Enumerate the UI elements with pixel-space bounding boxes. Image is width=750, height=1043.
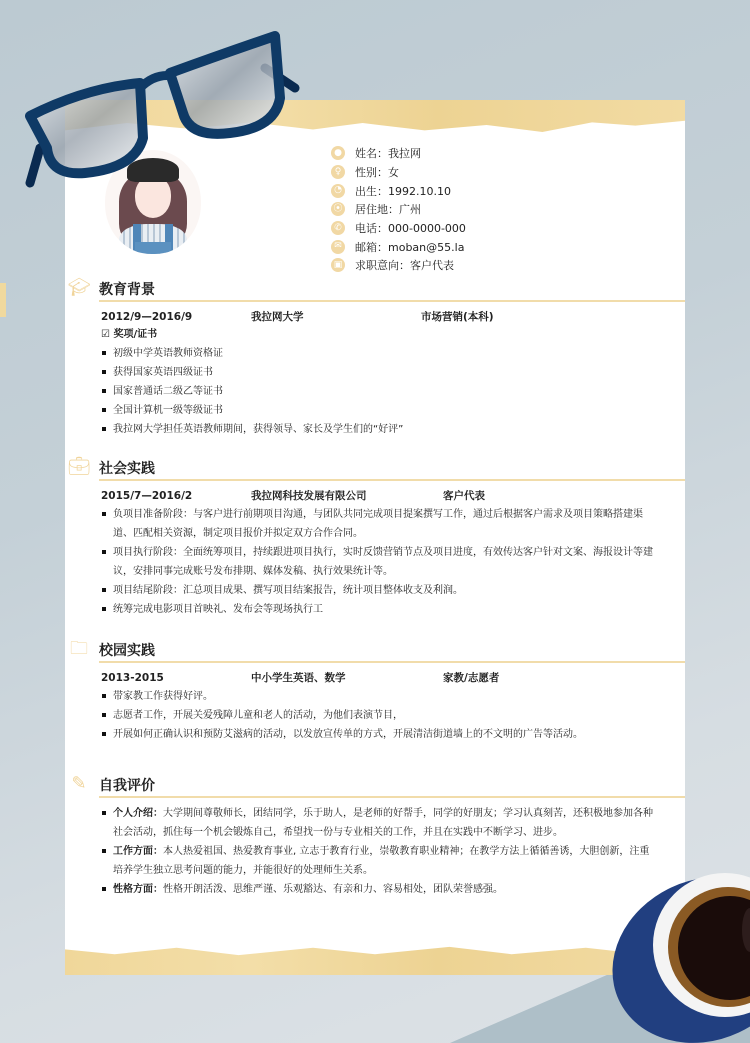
coffee-cup-decoration bbox=[600, 850, 750, 1043]
phone-icon: ✆ bbox=[331, 221, 345, 235]
list-item: 统筹完成电影项目首映礼、发布会等现场执行工 bbox=[101, 600, 685, 619]
section-title: 教育背景 bbox=[99, 282, 155, 298]
profile-name: ● 姓名：我拉网 bbox=[331, 144, 466, 163]
section-education bbox=[65, 276, 685, 439]
list-item: 性格方面：性格开朗活泼、思维严谨、乐观豁达、有亲和力、容易相处，团队荣誉感强。 bbox=[101, 880, 685, 899]
glasses-decoration bbox=[25, 28, 300, 193]
profile-residence: ⦿ 居住地：广州 bbox=[331, 200, 466, 219]
list-item: 项目结尾阶段：汇总项目成果、撰写项目结案报告，统计项目整体收支及利润。 bbox=[101, 581, 685, 600]
list-item: 全国计算机一级等级证书 bbox=[101, 401, 685, 420]
mail-icon: ✉ bbox=[331, 240, 345, 254]
list-item: 开展如何正确认识和预防艾滋病的活动，以发放宣传单的方式，开展清洁街道墙上的不文明的广告等活动。 bbox=[101, 725, 685, 744]
profile-gender: ♀ 性别：女 bbox=[331, 163, 466, 182]
education-header-row: 2012/9—2016/9 我拉网大学 市场营销(本科) bbox=[101, 310, 494, 323]
section-title: 校园实践 bbox=[99, 643, 155, 659]
list-item: 负项目准备阶段：与客户进行前期项目沟通，与团队共同完成项目提案撰写工作，通过后根据客户需求及项目策略搭建渠道、匹配相关资源，制定项目报价并拟定双方合作合同。 bbox=[101, 505, 685, 543]
location-pin-icon: ⦿ bbox=[331, 202, 345, 216]
profile-objective: ▣ 求职意向：客户代表 bbox=[331, 256, 466, 275]
pencil-icon: ✎ bbox=[71, 773, 87, 794]
briefcase-icon: 💼︎ bbox=[67, 456, 91, 477]
section-title: 社会实践 bbox=[99, 461, 155, 477]
clock-icon: ◔ bbox=[331, 184, 345, 198]
list-item: 工作方面：本人热爱祖国、热爱教育事业, 立志于教育行业，崇敬教育职业精神；在教学方法上循循善诱，大胆创新，注重培养学生独立思考问题的能力，并能很好的处理师生关系。 bbox=[101, 842, 685, 880]
profile-email: ✉ 邮箱：moban@55.la bbox=[331, 237, 466, 256]
list-item: 带家教工作获得好评。 bbox=[101, 687, 685, 706]
profile-info bbox=[331, 144, 466, 275]
list-item: 志愿者工作，开展关爱残障儿童和老人的活动，为他们表演节目， bbox=[101, 706, 685, 725]
campus-header-row: 2013-2015 中小学生英语、数学 家教/志愿者 bbox=[101, 671, 500, 684]
social-header-row: 2015/7—2016/2 我拉网科技发展有限公司 客户代表 bbox=[101, 489, 485, 502]
user-icon: ● bbox=[331, 146, 345, 160]
profile-phone: ✆ 电话：000-0000-000 bbox=[331, 219, 466, 238]
section-divider bbox=[99, 796, 685, 798]
graduation-cap-icon: 🎓︎ bbox=[67, 277, 91, 298]
profile-birth: ◔ 出生：1992.10.10 bbox=[331, 181, 466, 200]
section-self-evaluation bbox=[65, 772, 685, 899]
section-social-practice bbox=[65, 455, 685, 619]
bottom-tape-decoration bbox=[65, 943, 685, 975]
list-item: 获得国家英语四级证书 bbox=[101, 363, 685, 382]
briefcase-outline-icon: 🗀 bbox=[70, 638, 88, 659]
section-divider bbox=[99, 300, 685, 302]
list-item: 我拉网大学担任英语教师期间，获得领导、家长及学生们的“好评” bbox=[101, 420, 685, 439]
list-item: 初级中学英语教师资格证 bbox=[101, 344, 685, 363]
section-campus-practice bbox=[65, 637, 685, 744]
briefcase-icon: ▣ bbox=[331, 258, 345, 272]
gender-icon: ♀ bbox=[331, 165, 345, 179]
side-tab-decoration bbox=[0, 283, 6, 317]
section-divider bbox=[99, 661, 685, 663]
list-item: 项目执行阶段：全面统筹项目，持续跟进项目执行，实时反馈营销节点及项目进度，有效传达客户针对文案、海报设计等建议，安排同事完成账号发布排期、媒体发稿、执行效果统计等。 bbox=[101, 543, 685, 581]
list-item: 个人介绍：大学期间尊敬师长，团结同学，乐于助人，是老师的好帮手，同学的好朋友；学习认真刻苦，还积极地参加各种社会活动，抓住每一个机会锻炼自己，希望找一份与专业相关的工作，并且在实践中不断学习、进步。 bbox=[101, 804, 685, 842]
section-title: 自我评价 bbox=[99, 778, 155, 794]
list-item: 国家普通话二级乙等证书 bbox=[101, 382, 685, 401]
section-divider bbox=[99, 479, 685, 481]
resume-paper bbox=[65, 100, 685, 975]
awards-label: ☑ 奖项/证书 bbox=[101, 329, 158, 340]
